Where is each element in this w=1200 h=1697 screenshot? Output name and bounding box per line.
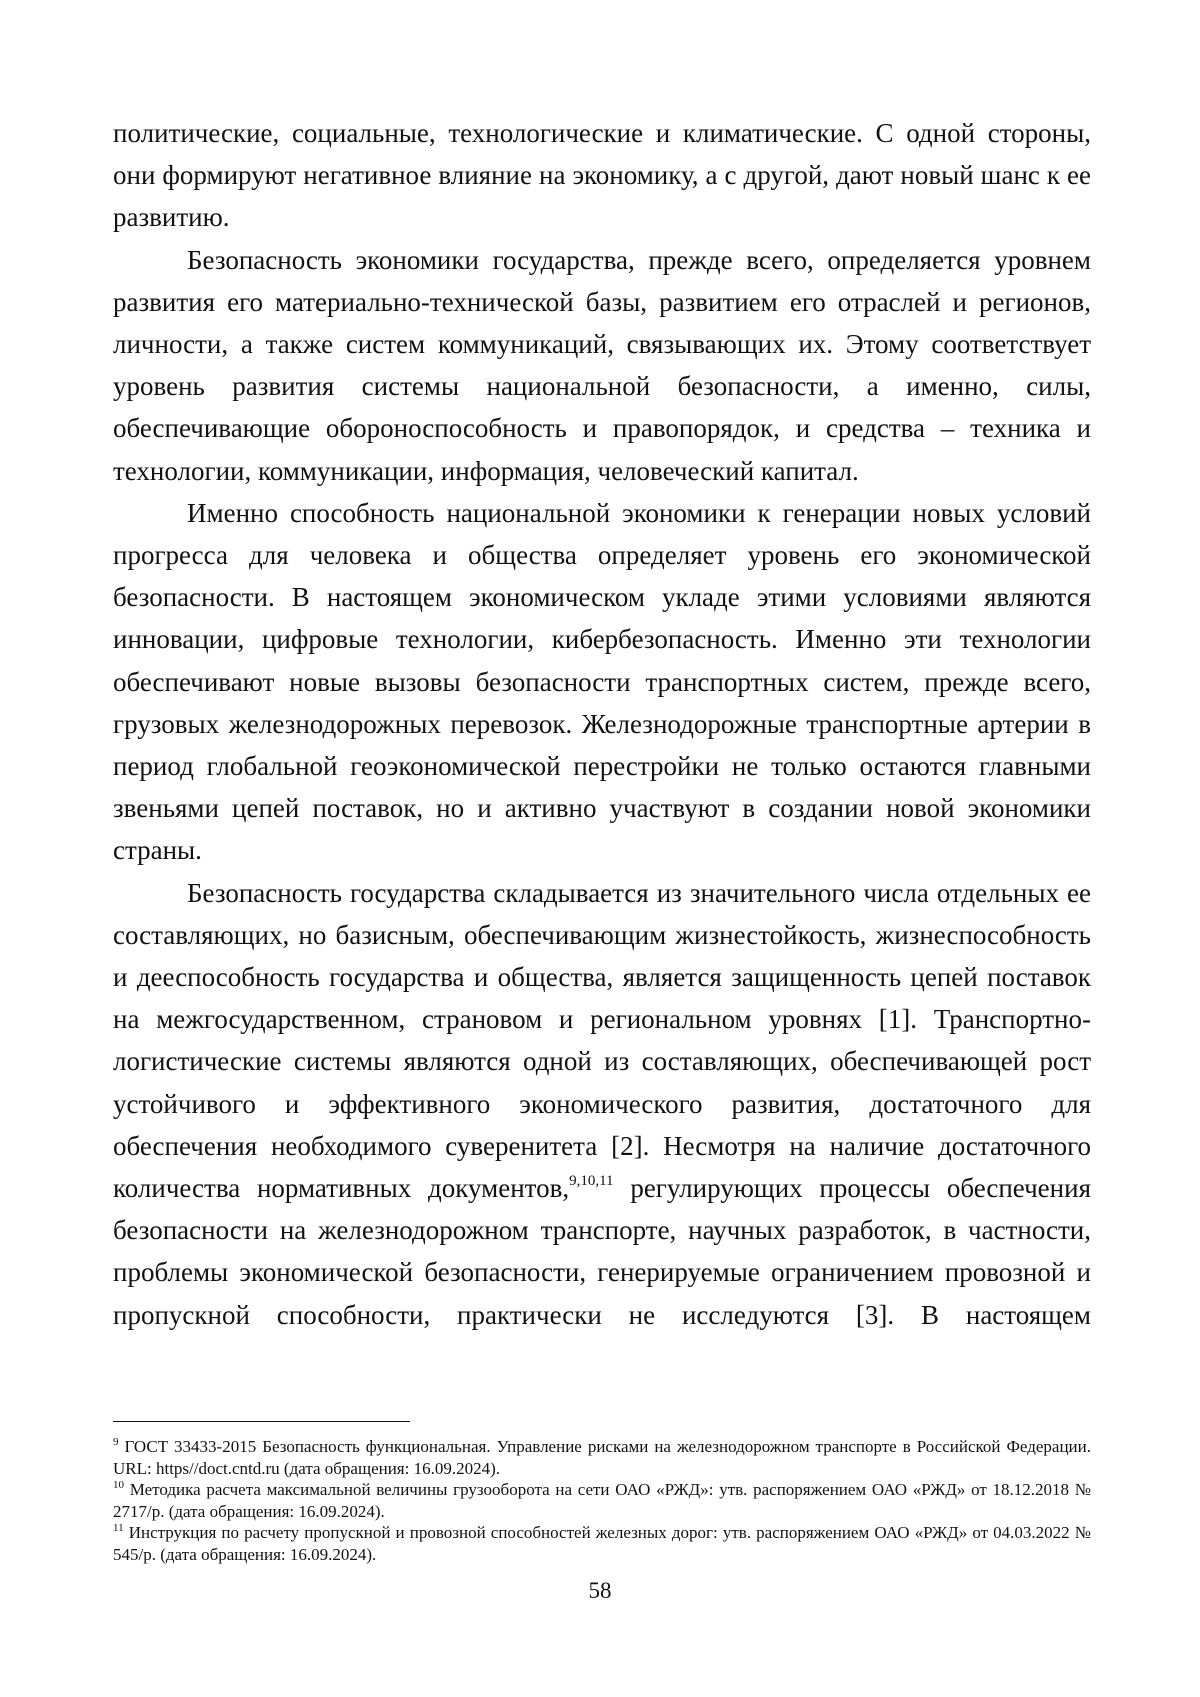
paragraph-text: регулирующих процессы обеспечения безопасности на железнодорожном транспорте, научных разработок, в частности, проблемы экономической безопасности, генерируемые ограничением провозной и пропускной способности, практически не исследуются [3]. В настоящем [113,1173,1091,1330]
paragraph: Безопасность экономики государства, прежде всего, определяется уровнем развития его материально-технической базы, развитием его отраслей и регионов, личности, а также систем коммуникаций, связывающих их. Этому соответствует уровень развития системы национальной безопасности, а именно, силы, обеспечивающие обороноспособность и правопорядок, и средства – техника и технологии, коммуникации, информация, человеческий капитал. [113,244,1091,486]
footnote-text: ГОСТ 33433-2015 Безопасность функциональная. Управление рисками на железнодорожном транспорте в Российской Федерации. URL: https//doct.cntd.ru (дата обращения: 16.09.2024). [113,1437,1091,1478]
footnote [113,1479,1091,1522]
footnote-text: Инструкция по расчету пропускной и провозной способностей железных дорог: утв. распоряжением ОАО «РЖД» от 04.03.2022 № 545/р. (дата обращения: 16.09.2024). [113,1523,1091,1564]
footnote-marker: 11 [113,1522,124,1534]
footnote [113,1522,1091,1565]
footnote-marker: 10 [113,1479,124,1491]
paragraph: политические, социальные, технологические и климатические. С одной стороны, они формируют негативное влияние на экономику, а с другой, дают новый шанс к ее развитию. [113,118,1091,233]
footnote-marker: 9 [113,1436,119,1448]
footnote-reference: 9,10,11 [569,1173,614,1190]
body-text [113,112,1091,1336]
page-number: 58 [588,1578,612,1603]
footnote-separator [113,1421,410,1422]
paragraph-text: Безопасность государства складывается из значительного числа отдельных ее составляющих, но базисным, обеспечивающим жизнестойкость, жизнеспособность и дееспособность государства и общества, является защищенность цепей поставок на межгосударственном, страновом и региональном уровнях [1]. Транспортно-логистические системы являются одной из составляющих, обеспечивающей рост устойчивого и эффективного экономического развития, достаточного для обеспечения необходимого суверенитета [2]. Несмотря на наличие достаточного количества нормативных документов, [113,877,1091,1204]
paragraph: Именно способность национальной экономики к генерации новых условий прогресса для человека и общества определяет уровень его экономической безопасности. В настоящем экономическом укладе этими условиями являются инновации, цифровые технологии, кибербезопасность. Именно эти технологии обеспечивают новые вызовы безопасности транспортных систем, прежде всего, грузовых железнодорожных перевозок. Железнодорожные транспортные артерии в период глобальной геоэкономической перестройки не только остаются главными звеньями цепей поставок, но и активно участвуют в создании новой экономики страны. [113,497,1091,866]
footnotes [113,1436,1091,1565]
paragraph [113,872,1091,1336]
footnote-text: Методика расчета максимальной величины грузооборота на сети ОАО «РЖД»: утв. распоряжением ОАО «РЖД» от 18.12.2018 № 2717/р. (дата обращения: 16.09.2024). [113,1480,1091,1521]
footnote [113,1436,1091,1479]
